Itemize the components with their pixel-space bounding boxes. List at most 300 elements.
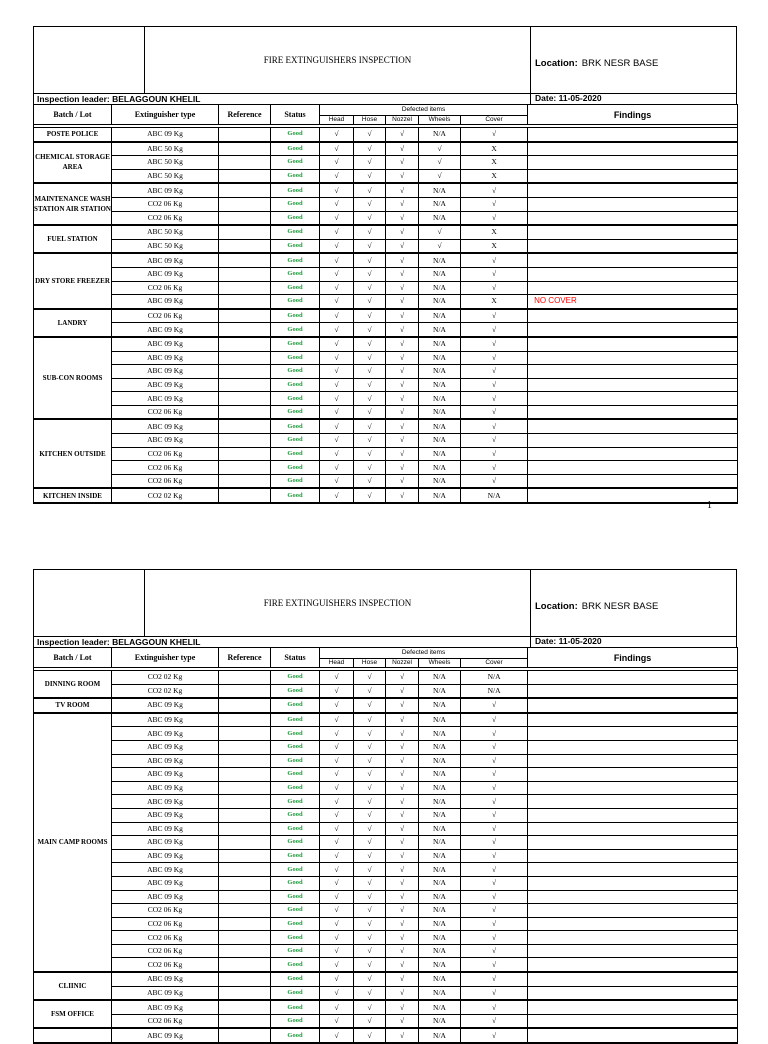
finding-cell <box>528 986 738 1000</box>
cover-cell: √ <box>461 972 528 986</box>
hose-cell: √ <box>354 1014 386 1028</box>
nozzel-cell: √ <box>386 795 419 809</box>
finding-cell <box>528 351 738 365</box>
type-cell: ABC 09 Kg <box>112 876 219 890</box>
type-cell: CO2 02 Kg <box>112 684 219 698</box>
table-row <box>34 795 738 809</box>
cover-cell: N/A <box>461 671 528 685</box>
status-cell: Good <box>271 986 320 1000</box>
type-cell: ABC 50 Kg <box>112 169 219 183</box>
finding-cell <box>528 944 738 958</box>
status-cell: Good <box>271 295 320 309</box>
head-cell: √ <box>320 1014 354 1028</box>
finding-cell <box>528 183 738 197</box>
nozzel-cell: √ <box>386 727 419 741</box>
wheels-cell: N/A <box>419 1028 461 1043</box>
nozzel-cell: √ <box>386 405 419 419</box>
head-cell: √ <box>320 461 354 475</box>
status-cell: Good <box>271 365 320 379</box>
nozzel-cell: √ <box>386 917 419 931</box>
cover-cell: √ <box>461 253 528 267</box>
hose-cell: √ <box>354 225 386 239</box>
hose-cell: √ <box>354 822 386 836</box>
reference-cell <box>219 281 271 295</box>
wheels-cell: N/A <box>419 183 461 197</box>
wheels-cell: N/A <box>419 713 461 727</box>
cover-cell: √ <box>461 197 528 211</box>
cover-cell: √ <box>461 183 528 197</box>
head-cell: √ <box>320 904 354 918</box>
head-cell: √ <box>320 917 354 931</box>
wheels-cell: N/A <box>419 904 461 918</box>
nozzel-cell: √ <box>386 671 419 685</box>
table-row <box>34 698 738 713</box>
finding-cell <box>528 392 738 406</box>
cover-cell: √ <box>461 795 528 809</box>
status-cell: Good <box>271 917 320 931</box>
head-cell: √ <box>320 768 354 782</box>
type-cell: ABC 09 Kg <box>112 890 219 904</box>
wheels-cell: N/A <box>419 337 461 351</box>
reference-cell <box>219 931 271 945</box>
type-cell: ABC 09 Kg <box>112 972 219 986</box>
type-cell: CO2 06 Kg <box>112 281 219 295</box>
reference-cell <box>219 754 271 768</box>
head-cell: √ <box>320 876 354 890</box>
reference-cell <box>219 447 271 461</box>
finding-cell <box>528 727 738 741</box>
wheels-cell: N/A <box>419 795 461 809</box>
reference-cell <box>219 863 271 877</box>
type-cell: ABC 09 Kg <box>112 295 219 309</box>
cover-cell: √ <box>461 727 528 741</box>
nozzel-cell: √ <box>386 309 419 323</box>
status-cell: Good <box>271 378 320 392</box>
table-row <box>34 461 738 475</box>
nozzel-cell: √ <box>386 447 419 461</box>
hose-cell: √ <box>354 972 386 986</box>
hose-cell: √ <box>354 365 386 379</box>
batch-cell: MAIN CAMP ROOMS <box>34 713 112 972</box>
status-cell: Good <box>271 211 320 225</box>
wheels-cell: N/A <box>419 281 461 295</box>
table-row <box>34 197 738 211</box>
hose-cell: √ <box>354 239 386 253</box>
reference-cell <box>219 392 271 406</box>
hose-cell: √ <box>354 1028 386 1043</box>
table-body <box>34 125 738 504</box>
status-cell: Good <box>271 197 320 211</box>
status-cell: Good <box>271 183 320 197</box>
hose-header: Hose <box>354 659 386 668</box>
status-cell: Good <box>271 931 320 945</box>
table-row <box>34 944 738 958</box>
finding-cell <box>528 904 738 918</box>
type-cell: ABC 50 Kg <box>112 239 219 253</box>
type-cell: CO2 06 Kg <box>112 958 219 972</box>
table-row <box>34 128 738 142</box>
wheels-cell: N/A <box>419 958 461 972</box>
table-row <box>34 337 738 351</box>
hose-cell: √ <box>354 1000 386 1014</box>
hose-cell: √ <box>354 890 386 904</box>
hose-cell: √ <box>354 169 386 183</box>
wheels-cell: N/A <box>419 447 461 461</box>
hose-cell: √ <box>354 671 386 685</box>
wheels-cell: N/A <box>419 1014 461 1028</box>
nozzel-cell: √ <box>386 836 419 850</box>
type-cell: ABC 09 Kg <box>112 351 219 365</box>
reference-cell <box>219 684 271 698</box>
type-cell: CO2 06 Kg <box>112 405 219 419</box>
nozzel-cell: √ <box>386 849 419 863</box>
hose-cell: √ <box>354 768 386 782</box>
cover-cell: √ <box>461 337 528 351</box>
form-header <box>33 569 737 636</box>
hose-cell: √ <box>354 378 386 392</box>
cover-cell: X <box>461 156 528 170</box>
nozzel-cell: √ <box>386 267 419 281</box>
reference-cell <box>219 822 271 836</box>
reference-cell <box>219 836 271 850</box>
status-cell: Good <box>271 239 320 253</box>
leader-row <box>33 636 737 647</box>
finding-cell <box>528 309 738 323</box>
status-cell: Good <box>271 351 320 365</box>
head-cell: √ <box>320 169 354 183</box>
status-cell: Good <box>271 876 320 890</box>
nozzel-cell: √ <box>386 740 419 754</box>
type-cell: ABC 09 Kg <box>112 1000 219 1014</box>
reference-cell <box>219 351 271 365</box>
finding-cell <box>528 128 738 142</box>
head-cell: √ <box>320 727 354 741</box>
hose-cell: √ <box>354 474 386 488</box>
page-number: 1 <box>707 500 712 511</box>
reference-cell <box>219 986 271 1000</box>
cover-cell: √ <box>461 713 528 727</box>
hose-cell: √ <box>354 836 386 850</box>
leader <box>37 637 200 647</box>
cover-cell: √ <box>461 365 528 379</box>
wheels-cell: √ <box>419 156 461 170</box>
nozzel-cell: √ <box>386 944 419 958</box>
wheels-cell: N/A <box>419 808 461 822</box>
type-cell: CO2 06 Kg <box>112 211 219 225</box>
hose-cell: √ <box>354 156 386 170</box>
cover-cell: √ <box>461 863 528 877</box>
inspection-table <box>33 647 738 1044</box>
status-cell: Good <box>271 768 320 782</box>
finding-cell <box>528 931 738 945</box>
table-row <box>34 365 738 379</box>
wheels-cell: √ <box>419 239 461 253</box>
table-row <box>34 323 738 337</box>
table-row <box>34 931 738 945</box>
cover-cell: √ <box>461 351 528 365</box>
wheels-cell: N/A <box>419 365 461 379</box>
head-cell: √ <box>320 1028 354 1043</box>
head-cell: √ <box>320 944 354 958</box>
finding-cell <box>528 684 738 698</box>
wheels-cell: N/A <box>419 488 461 503</box>
table-row <box>34 972 738 986</box>
nozzel-cell: √ <box>386 958 419 972</box>
finding-cell <box>528 405 738 419</box>
cover-cell: X <box>461 142 528 156</box>
finding-cell <box>528 447 738 461</box>
leader-row <box>33 93 737 104</box>
hose-cell: √ <box>354 419 386 433</box>
head-cell: √ <box>320 156 354 170</box>
location-label: Location: <box>535 601 578 612</box>
status-cell: Good <box>271 142 320 156</box>
reference-cell <box>219 958 271 972</box>
finding-cell <box>528 419 738 433</box>
table-row <box>34 351 738 365</box>
cover-cell: √ <box>461 419 528 433</box>
cover-cell: √ <box>461 781 528 795</box>
table-row <box>34 727 738 741</box>
nozzel-cell: √ <box>386 1014 419 1028</box>
batch-cell: CLIINIC <box>34 972 112 1000</box>
hose-cell: √ <box>354 904 386 918</box>
finding-cell <box>528 863 738 877</box>
table-row <box>34 863 738 877</box>
wheels-cell: √ <box>419 169 461 183</box>
wheels-cell: N/A <box>419 684 461 698</box>
type-cell: ABC 09 Kg <box>112 727 219 741</box>
cover-cell: √ <box>461 836 528 850</box>
head-cell: √ <box>320 434 354 448</box>
table-row <box>34 1014 738 1028</box>
hose-cell: √ <box>354 740 386 754</box>
status-cell: Good <box>271 392 320 406</box>
type-cell: ABC 09 Kg <box>112 378 219 392</box>
type-cell: ABC 09 Kg <box>112 128 219 142</box>
cover-cell: √ <box>461 1028 528 1043</box>
nozzel-cell: √ <box>386 1028 419 1043</box>
hose-cell: √ <box>354 958 386 972</box>
table-row <box>34 267 738 281</box>
status-header: Status <box>271 105 320 125</box>
cover-cell: √ <box>461 434 528 448</box>
status-cell: Good <box>271 713 320 727</box>
table-row <box>34 295 738 309</box>
type-cell: ABC 50 Kg <box>112 142 219 156</box>
batch-cell: FUEL STATION <box>34 225 112 253</box>
type-cell: CO2 06 Kg <box>112 904 219 918</box>
location-value: BRK NESR BASE <box>581 601 659 612</box>
reference-cell <box>219 225 271 239</box>
location-value: BRK NESR BASE <box>581 58 659 69</box>
cover-cell: X <box>461 225 528 239</box>
nozzel-cell: √ <box>386 461 419 475</box>
nozzel-cell: √ <box>386 419 419 433</box>
hose-cell: √ <box>354 128 386 142</box>
table-row <box>34 142 738 156</box>
finding-cell <box>528 740 738 754</box>
finding-cell <box>528 849 738 863</box>
reference-cell <box>219 727 271 741</box>
nozzel-cell: √ <box>386 713 419 727</box>
finding-cell <box>528 808 738 822</box>
finding-cell <box>528 434 738 448</box>
status-cell: Good <box>271 488 320 503</box>
reference-cell <box>219 378 271 392</box>
head-cell: √ <box>320 197 354 211</box>
type-cell: ABC 09 Kg <box>112 836 219 850</box>
nozzel-cell: √ <box>386 684 419 698</box>
head-cell: √ <box>320 211 354 225</box>
nozzel-cell: √ <box>386 986 419 1000</box>
reference-cell <box>219 795 271 809</box>
table-row <box>34 713 738 727</box>
type-cell: CO2 06 Kg <box>112 197 219 211</box>
type-cell: ABC 09 Kg <box>112 253 219 267</box>
head-cell: √ <box>320 225 354 239</box>
batch-cell: FSM OFFICE <box>34 1000 112 1028</box>
finding-cell <box>528 365 738 379</box>
wheels-cell: N/A <box>419 434 461 448</box>
reference-cell <box>219 1000 271 1014</box>
cover-header: Cover <box>461 116 528 125</box>
table-row <box>34 1028 738 1043</box>
status-cell: Good <box>271 434 320 448</box>
head-cell: √ <box>320 986 354 1000</box>
wheels-cell: N/A <box>419 890 461 904</box>
hose-cell: √ <box>354 698 386 713</box>
head-cell: √ <box>320 754 354 768</box>
nozzel-cell: √ <box>386 808 419 822</box>
nozzel-cell: √ <box>386 972 419 986</box>
nozzel-cell: √ <box>386 142 419 156</box>
finding-cell <box>528 337 738 351</box>
status-cell: Good <box>271 474 320 488</box>
batch-cell <box>34 1028 112 1043</box>
cover-cell: √ <box>461 1000 528 1014</box>
hose-cell: √ <box>354 986 386 1000</box>
table-head <box>34 648 738 668</box>
hose-cell: √ <box>354 713 386 727</box>
reference-cell <box>219 183 271 197</box>
cover-cell: √ <box>461 323 528 337</box>
status-cell: Good <box>271 1000 320 1014</box>
head-cell: √ <box>320 239 354 253</box>
finding-cell <box>528 972 738 986</box>
status-cell: Good <box>271 169 320 183</box>
nozzel-cell: √ <box>386 768 419 782</box>
status-cell: Good <box>271 890 320 904</box>
reference-cell <box>219 713 271 727</box>
inspection-page-1 <box>33 26 737 504</box>
reference-cell <box>219 405 271 419</box>
type-cell: ABC 09 Kg <box>112 768 219 782</box>
cover-cell: N/A <box>461 488 528 503</box>
reference-cell <box>219 808 271 822</box>
wheels-cell: N/A <box>419 917 461 931</box>
wheels-cell: N/A <box>419 378 461 392</box>
reference-cell <box>219 337 271 351</box>
cover-cell: √ <box>461 849 528 863</box>
batch-cell: LANDRY <box>34 309 112 337</box>
nozzel-cell: √ <box>386 392 419 406</box>
finding-cell <box>528 142 738 156</box>
type-cell: ABC 09 Kg <box>112 754 219 768</box>
head-cell: √ <box>320 698 354 713</box>
status-cell: Good <box>271 267 320 281</box>
hose-cell: √ <box>354 253 386 267</box>
cover-cell: X <box>461 169 528 183</box>
wheels-cell: N/A <box>419 986 461 1000</box>
hose-cell: √ <box>354 142 386 156</box>
reference-cell <box>219 768 271 782</box>
hose-cell: √ <box>354 405 386 419</box>
table-head <box>34 105 738 125</box>
finding-cell <box>528 795 738 809</box>
wheels-cell: N/A <box>419 768 461 782</box>
cover-cell: √ <box>461 447 528 461</box>
status-cell: Good <box>271 740 320 754</box>
status-cell: Good <box>271 671 320 685</box>
reference-cell <box>219 295 271 309</box>
batch-cell: DINNING ROOM <box>34 671 112 699</box>
reference-cell <box>219 488 271 503</box>
batch-cell: CHEMICAL STORAGE AREA <box>34 142 112 184</box>
reference-cell <box>219 781 271 795</box>
reference-cell <box>219 474 271 488</box>
finding-cell <box>528 323 738 337</box>
status-cell: Good <box>271 944 320 958</box>
wheels-cell: N/A <box>419 740 461 754</box>
nozzel-cell: √ <box>386 169 419 183</box>
wheels-cell: √ <box>419 225 461 239</box>
type-cell: ABC 09 Kg <box>112 1028 219 1043</box>
reference-cell <box>219 239 271 253</box>
cover-cell: N/A <box>461 684 528 698</box>
type-cell: ABC 09 Kg <box>112 795 219 809</box>
finding-cell <box>528 768 738 782</box>
finding-cell <box>528 239 738 253</box>
type-cell: ABC 09 Kg <box>112 323 219 337</box>
type-header: Extinguisher type <box>112 105 219 125</box>
finding-cell <box>528 713 738 727</box>
finding-cell <box>528 1000 738 1014</box>
hose-cell: √ <box>354 351 386 365</box>
reference-cell <box>219 740 271 754</box>
head-cell: √ <box>320 474 354 488</box>
status-cell: Good <box>271 849 320 863</box>
nozzel-cell: √ <box>386 931 419 945</box>
wheels-cell: N/A <box>419 253 461 267</box>
cover-cell: √ <box>461 890 528 904</box>
table-row <box>34 405 738 419</box>
head-cell: √ <box>320 253 354 267</box>
head-cell: √ <box>320 295 354 309</box>
reference-cell <box>219 434 271 448</box>
cover-cell: √ <box>461 461 528 475</box>
finding-cell <box>528 156 738 170</box>
type-cell: CO2 06 Kg <box>112 944 219 958</box>
status-cell: Good <box>271 156 320 170</box>
cover-cell: √ <box>461 405 528 419</box>
status-cell: Good <box>271 225 320 239</box>
finding-cell <box>528 1014 738 1028</box>
type-cell: CO2 02 Kg <box>112 671 219 685</box>
nozzel-cell: √ <box>386 156 419 170</box>
head-cell: √ <box>320 684 354 698</box>
table-row <box>34 671 738 685</box>
